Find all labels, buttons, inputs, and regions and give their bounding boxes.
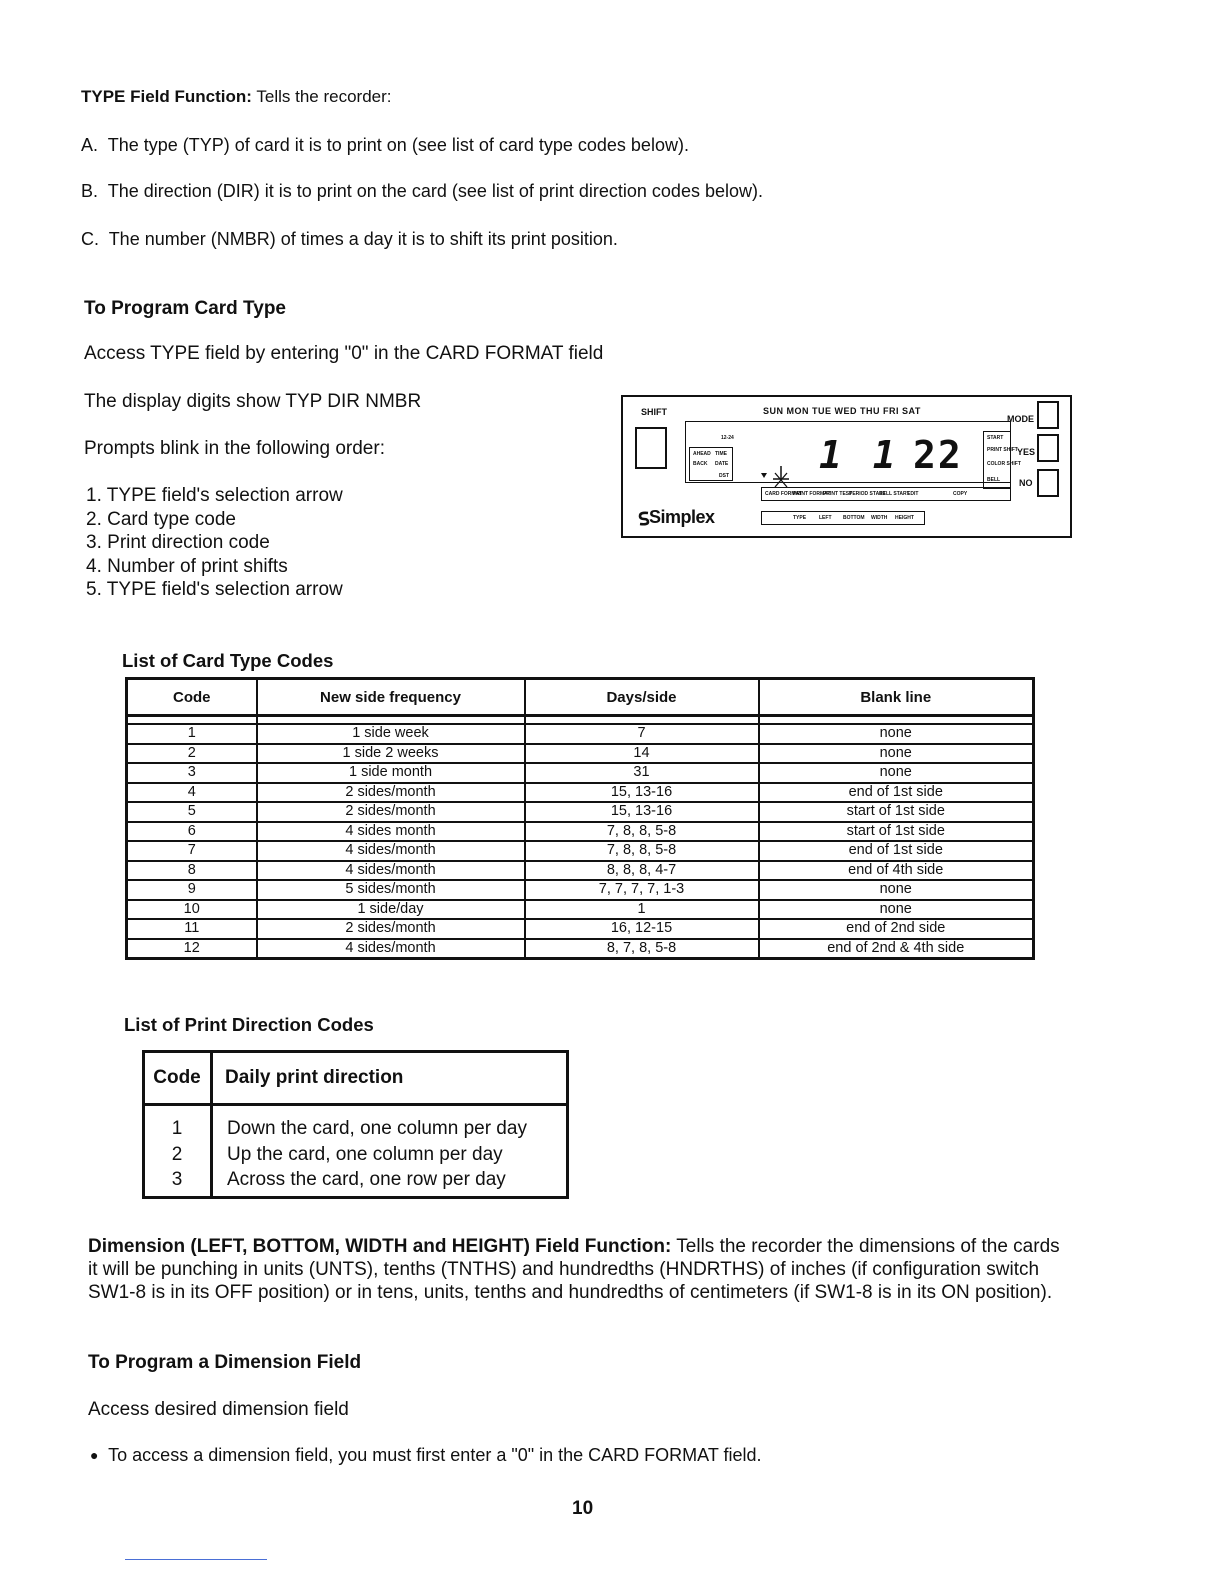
label-bell: BELL bbox=[987, 477, 1001, 483]
label-edit: EDIT bbox=[907, 491, 919, 497]
card-table-title: List of Card Type Codes bbox=[122, 650, 334, 671]
label-dst: DST bbox=[719, 473, 729, 479]
type-item-a bbox=[81, 134, 689, 156]
table-row: 1 Down the card, one column per day bbox=[144, 1105, 568, 1142]
footer-rule bbox=[125, 1559, 267, 1560]
label-print-test: PRINT TEST bbox=[823, 491, 853, 497]
list-item: 1. TYPE field's selection arrow bbox=[86, 485, 343, 506]
table-row: 9 5 sides/month 7, 7, 7, 7, 1-3 none bbox=[127, 880, 1034, 900]
list-item: 2. Card type code bbox=[86, 508, 236, 530]
no-key bbox=[1037, 469, 1059, 497]
label-left: LEFT bbox=[819, 515, 832, 521]
yes-label: YES bbox=[1017, 447, 1036, 457]
table-row: 3 1 side month 31 none bbox=[127, 763, 1034, 783]
item-text: The direction (DIR) it is to print on the card (see list of print direction codes below). bbox=[107, 181, 763, 201]
table-row: 3 Across the card, one row per day bbox=[144, 1167, 568, 1197]
table-row: 1 1 side week 7 none bbox=[127, 724, 1034, 744]
type-field-intro-text: Tells the recorder: bbox=[256, 87, 392, 106]
item-letter: B. bbox=[81, 181, 99, 201]
dimension-bullet bbox=[90, 1444, 762, 1467]
page-number: 10 bbox=[572, 1498, 594, 1519]
table-header-row bbox=[127, 679, 1034, 716]
table-header-row bbox=[144, 1052, 568, 1105]
item-text: The type (TYP) of card it is to print on (see list of card type codes below). bbox=[107, 135, 689, 155]
label-height: HEIGHT bbox=[895, 515, 914, 521]
dimension-access-text: Access desired dimension field bbox=[88, 1399, 349, 1420]
label-ahead: AHEAD bbox=[693, 451, 711, 457]
item-text: The number (NMBR) of times a day it is to shift its print position. bbox=[108, 229, 618, 249]
table-row: 11 2 sides/month 16, 12-15 end of 2nd side bbox=[127, 919, 1034, 939]
table-row: 2 Up the card, one column per day bbox=[144, 1142, 568, 1168]
table-row: 2 1 side 2 weeks 14 none bbox=[127, 744, 1034, 764]
header-blank: Blank line bbox=[759, 679, 1034, 716]
prompt-steps-list bbox=[86, 484, 343, 602]
header-code: Code bbox=[127, 679, 257, 716]
label-period-start: PERIOD START bbox=[849, 491, 886, 497]
display-panel-illustration bbox=[621, 395, 1072, 538]
dimension-paragraph bbox=[88, 1235, 1072, 1304]
dimension-heading: Dimension (LEFT, BOTTOM, WIDTH and HEIGHT) Field Function: bbox=[88, 1236, 672, 1257]
type-field-intro bbox=[81, 86, 392, 108]
list-item: 3. Print direction code bbox=[86, 532, 270, 553]
no-label: NO bbox=[1019, 478, 1033, 488]
label-copy: COPY bbox=[953, 491, 968, 497]
shift-key bbox=[635, 427, 667, 469]
program-card-heading: To Program Card Type bbox=[84, 298, 286, 319]
display-digits-text: The display digits show TYP DIR NMBR bbox=[84, 391, 422, 412]
type-field-heading: TYPE Field Function: bbox=[81, 87, 252, 106]
bullet-text: To access a dimension field, you must first enter a "0" in the CARD FORMAT field. bbox=[108, 1445, 762, 1465]
table-row: 6 4 sides month 7, 8, 8, 5-8 start of 1st side bbox=[127, 822, 1034, 842]
header-days: Days/side bbox=[525, 679, 759, 716]
label-bell-start: BELL START bbox=[879, 491, 910, 497]
mode-key bbox=[1037, 401, 1059, 429]
label-print-shift: PRINT SHIFT bbox=[987, 447, 1018, 453]
label-width: WIDTH bbox=[871, 515, 888, 521]
display-digits-right: 22 bbox=[913, 433, 963, 477]
table-row: 4 2 sides/month 15, 13-16 end of 1st side bbox=[127, 783, 1034, 803]
table-row: 12 4 sides/month 8, 7, 8, 5-8 end of 2nd & 4th side bbox=[127, 939, 1034, 959]
bullet-icon: ● bbox=[90, 1447, 99, 1463]
program-card-access: Access TYPE field by entering "0" in the CARD FORMAT field bbox=[84, 343, 604, 364]
table-row: 5 2 sides/month 15, 13-16 start of 1st side bbox=[127, 802, 1034, 822]
print-direction-table bbox=[142, 1050, 569, 1199]
label-back: BACK bbox=[693, 461, 708, 467]
label-12-24: 12-24 bbox=[721, 435, 734, 441]
header-frequency: New side frequency bbox=[257, 679, 525, 716]
label-type: TYPE bbox=[793, 515, 807, 521]
display-digits-left: 1 1 bbox=[819, 433, 900, 477]
days-label: SUN MON TUE WED THU FRI SAT bbox=[763, 406, 921, 416]
list-item: 5. TYPE field's selection arrow bbox=[86, 579, 343, 600]
label-start: START bbox=[987, 435, 1004, 441]
label-print-format: PRINT FORMAT bbox=[793, 491, 831, 497]
card-type-table bbox=[125, 677, 1035, 960]
label-time: TIME bbox=[715, 451, 727, 457]
header-direction: Daily print direction bbox=[212, 1052, 568, 1105]
table-row: 7 4 sides/month 7, 8, 8, 5-8 end of 1st side bbox=[127, 841, 1034, 861]
type-item-b bbox=[81, 180, 763, 202]
direction-table-title: List of Print Direction Codes bbox=[124, 1014, 374, 1035]
yes-key bbox=[1037, 434, 1059, 462]
shift-label: SHIFT bbox=[641, 407, 667, 417]
header-code: Code bbox=[144, 1052, 212, 1105]
simplex-brand: Simplex bbox=[649, 507, 715, 527]
label-date: DATE bbox=[715, 461, 729, 467]
label-bottom: BOTTOM bbox=[843, 515, 865, 521]
label-card-format: CARD FORMAT bbox=[765, 491, 802, 497]
prompts-text: Prompts blink in the following order: bbox=[84, 438, 385, 459]
item-letter: A. bbox=[81, 135, 99, 155]
type-item-c bbox=[81, 228, 618, 250]
table-row: 10 1 side/day 1 none bbox=[127, 900, 1034, 920]
list-item: 4. Number of print shifts bbox=[86, 555, 288, 577]
table-row: 8 4 sides/month 8, 8, 8, 4-7 end of 4th side bbox=[127, 861, 1034, 881]
dimension-text: Tells the recorder the dimensions of the cards it will be punching in units (UNTS), tenths (TNTHS) and hundredths (HNDRTHS) of inches (if configuration switch SW1-8 is in its OFF position) or in tens, units, tenths and hundredths of centimeters (if SW1-8 is in its ON position). bbox=[88, 1236, 1060, 1303]
label-color-shift: COLOR SHIFT bbox=[987, 461, 1021, 467]
mode-label: MODE bbox=[1007, 414, 1034, 424]
item-letter: C. bbox=[81, 229, 99, 249]
program-dimension-heading: To Program a Dimension Field bbox=[88, 1352, 362, 1373]
